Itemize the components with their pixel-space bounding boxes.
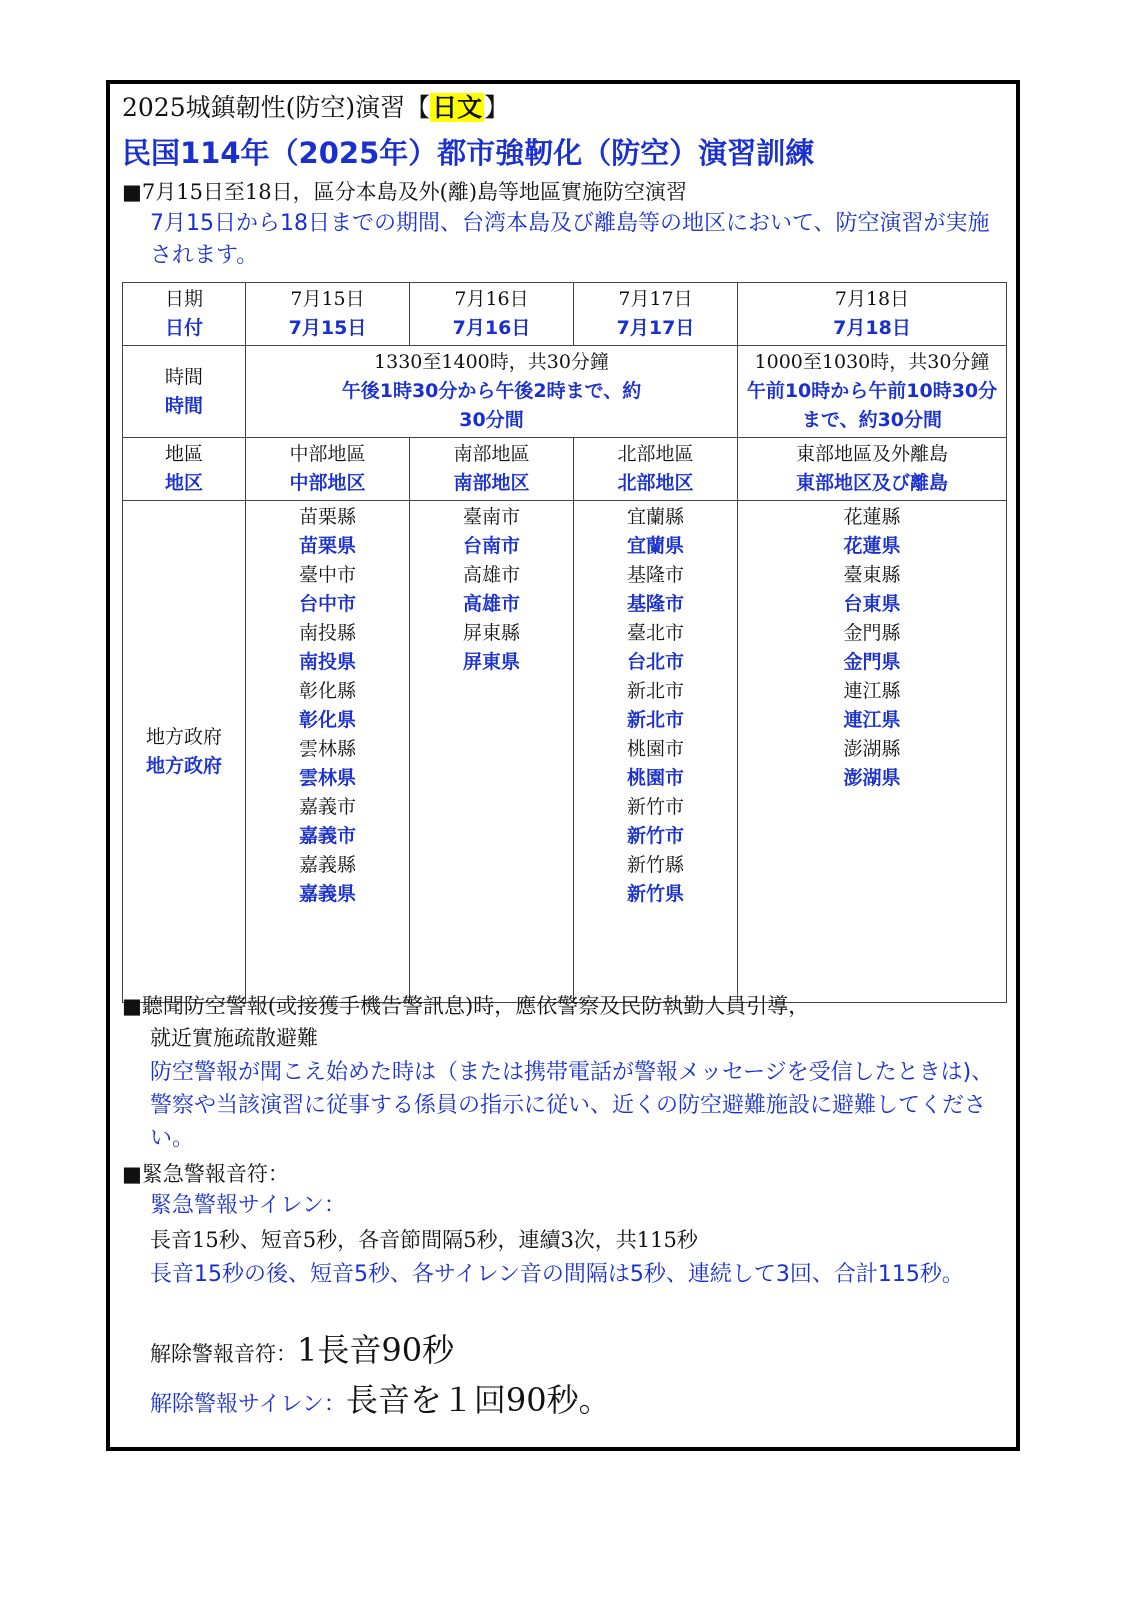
government-name-zh: 臺東縣 bbox=[843, 564, 901, 586]
release-ja-value: 長音を１回90秒。 bbox=[345, 1381, 611, 1419]
time-row bbox=[123, 346, 1007, 438]
government-name-zh: 高雄市 bbox=[462, 564, 520, 586]
date-cell: 7月17日 7月17日 bbox=[574, 283, 738, 346]
government-name-ja: 苗栗県 bbox=[298, 535, 356, 557]
government-name-zh: 澎湖縣 bbox=[843, 738, 901, 760]
region-cell: 北部地區 北部地区 bbox=[574, 438, 738, 501]
government-name-zh: 苗栗縣 bbox=[298, 506, 356, 528]
government-name-zh: 花蓮縣 bbox=[843, 506, 901, 528]
government-name-zh: 臺南市 bbox=[462, 506, 520, 528]
evacuation-zh-line2: 就近實施疏散避難 bbox=[150, 1026, 318, 1050]
government-name-ja: 連江県 bbox=[843, 709, 901, 731]
document-title bbox=[122, 90, 509, 126]
government-list-east bbox=[738, 501, 1007, 1003]
government-name-zh: 彰化縣 bbox=[298, 680, 356, 702]
government-name-ja: 台東県 bbox=[843, 593, 901, 615]
time-last-cell: 1000至1030時，共30分鐘 午前10時から午前10時30分まで、約30分間 bbox=[738, 346, 1007, 438]
government-name-zh: 基隆市 bbox=[626, 564, 684, 586]
government-name-ja: 高雄市 bbox=[462, 593, 520, 615]
siren-ja-heading: 緊急警報サイレン： bbox=[150, 1193, 346, 1218]
government-name-zh: 屏東縣 bbox=[462, 622, 520, 644]
title-prefix: 2025城鎮韌性(防空)演習【 bbox=[122, 93, 431, 122]
title-suffix: 】 bbox=[484, 93, 510, 122]
release-ja-label: 解除警報サイレン： bbox=[150, 1392, 346, 1417]
government-label-cell: 地方政府 地方政府 bbox=[123, 501, 246, 1003]
government-name-zh: 臺中市 bbox=[298, 564, 356, 586]
government-name-zh: 雲林縣 bbox=[298, 738, 356, 760]
date-cell: 7月16日 7月16日 bbox=[410, 283, 574, 346]
region-row bbox=[123, 438, 1007, 501]
government-name-zh: 連江縣 bbox=[843, 680, 901, 702]
government-name-ja: 台南市 bbox=[462, 535, 520, 557]
title-language-highlight: 日文 bbox=[432, 93, 483, 122]
evacuation-ja: 防空警報が聞こえ始めた時は（または携帯電話が警報メッセージを受信したときは)、警察や当該演習に従事する係員の指示に従い、近くの防空避難施設に避難してください。 bbox=[150, 1060, 994, 1151]
government-list-central bbox=[246, 501, 410, 1003]
region-cell: 南部地區 南部地区 bbox=[410, 438, 574, 501]
intro-ja: 7月15日から18日までの期間、台湾本島及び離島等の地区において、防空演習が実施されます。 bbox=[150, 211, 990, 268]
document-frame bbox=[106, 80, 1020, 1451]
release-zh-label: 解除警報音符： bbox=[150, 1342, 297, 1366]
government-name-ja: 雲林県 bbox=[298, 767, 356, 789]
region-cell: 中部地區 中部地区 bbox=[246, 438, 410, 501]
government-name-ja: 新北市 bbox=[626, 709, 684, 731]
government-name-ja: 基隆市 bbox=[626, 593, 684, 615]
siren-zh-detail: 長音15秒、短音5秒，各音節間隔5秒，連續3次，共115秒 bbox=[150, 1228, 698, 1252]
government-list-south bbox=[410, 501, 574, 1003]
government-list-north bbox=[574, 501, 738, 1003]
government-name-ja: 花蓮県 bbox=[843, 535, 901, 557]
government-name-ja: 嘉義市 bbox=[298, 825, 356, 847]
government-name-ja: 宜蘭県 bbox=[626, 535, 684, 557]
government-name-zh: 桃園市 bbox=[626, 738, 684, 760]
government-name-zh: 新竹縣 bbox=[626, 854, 684, 876]
date-cell: 7月18日 7月18日 bbox=[738, 283, 1007, 346]
government-name-ja: 台北市 bbox=[626, 651, 684, 673]
evacuation-zh-line1: ■聽聞防空警報(或接獲手機告警訊息)時，應依警察及民防執勤人員引導， bbox=[122, 994, 810, 1018]
region-cell: 東部地區及外離島 東部地区及び離島 bbox=[738, 438, 1007, 501]
government-name-ja: 金門県 bbox=[843, 651, 901, 673]
government-name-ja: 桃園市 bbox=[626, 767, 684, 789]
release-zh bbox=[150, 1328, 1008, 1376]
release-zh-value: 1長音90秒 bbox=[297, 1331, 455, 1369]
government-row bbox=[123, 501, 1007, 1003]
time-span-cell: 1330至1400時，共30分鐘 午後1時30分から午後2時まで、約30分間 bbox=[246, 346, 738, 438]
government-name-ja: 新竹市 bbox=[626, 825, 684, 847]
schedule-table bbox=[122, 282, 1007, 1003]
document-subtitle: 民国114年（2025年）都市強靭化（防空）演習訓練 bbox=[122, 136, 815, 170]
time-label-cell: 時間 時間 bbox=[123, 346, 246, 438]
government-name-ja: 嘉義県 bbox=[298, 883, 356, 905]
government-name-zh: 南投縣 bbox=[298, 622, 356, 644]
government-name-ja: 澎湖県 bbox=[843, 767, 901, 789]
government-name-zh: 新竹市 bbox=[626, 796, 684, 818]
intro-zh: ■7月15日至18日，區分本島及外(離)島等地區實施防空演習 bbox=[122, 180, 688, 204]
government-name-zh: 臺北市 bbox=[626, 622, 684, 644]
siren-ja-detail: 長音15秒の後、短音5秒、各サイレン音の間隔は5秒、連続して3回、合計115秒。 bbox=[150, 1262, 964, 1287]
government-name-ja: 屏東県 bbox=[462, 651, 520, 673]
date-label-cell: 日期 日付 bbox=[123, 283, 246, 346]
siren-zh-heading: ■緊急警報音符： bbox=[122, 1162, 289, 1186]
date-row bbox=[123, 283, 1007, 346]
government-name-zh: 宜蘭縣 bbox=[626, 506, 684, 528]
government-name-ja: 新竹県 bbox=[626, 883, 684, 905]
government-name-zh: 嘉義市 bbox=[298, 796, 356, 818]
government-name-zh: 金門縣 bbox=[843, 622, 901, 644]
region-label-cell: 地區 地区 bbox=[123, 438, 246, 501]
government-name-zh: 嘉義縣 bbox=[298, 854, 356, 876]
release-ja bbox=[150, 1378, 1008, 1427]
date-cell: 7月15日 7月15日 bbox=[246, 283, 410, 346]
government-name-zh: 新北市 bbox=[626, 680, 684, 702]
government-name-ja: 彰化県 bbox=[298, 709, 356, 731]
government-name-ja: 南投県 bbox=[298, 651, 356, 673]
government-name-ja: 台中市 bbox=[298, 593, 356, 615]
